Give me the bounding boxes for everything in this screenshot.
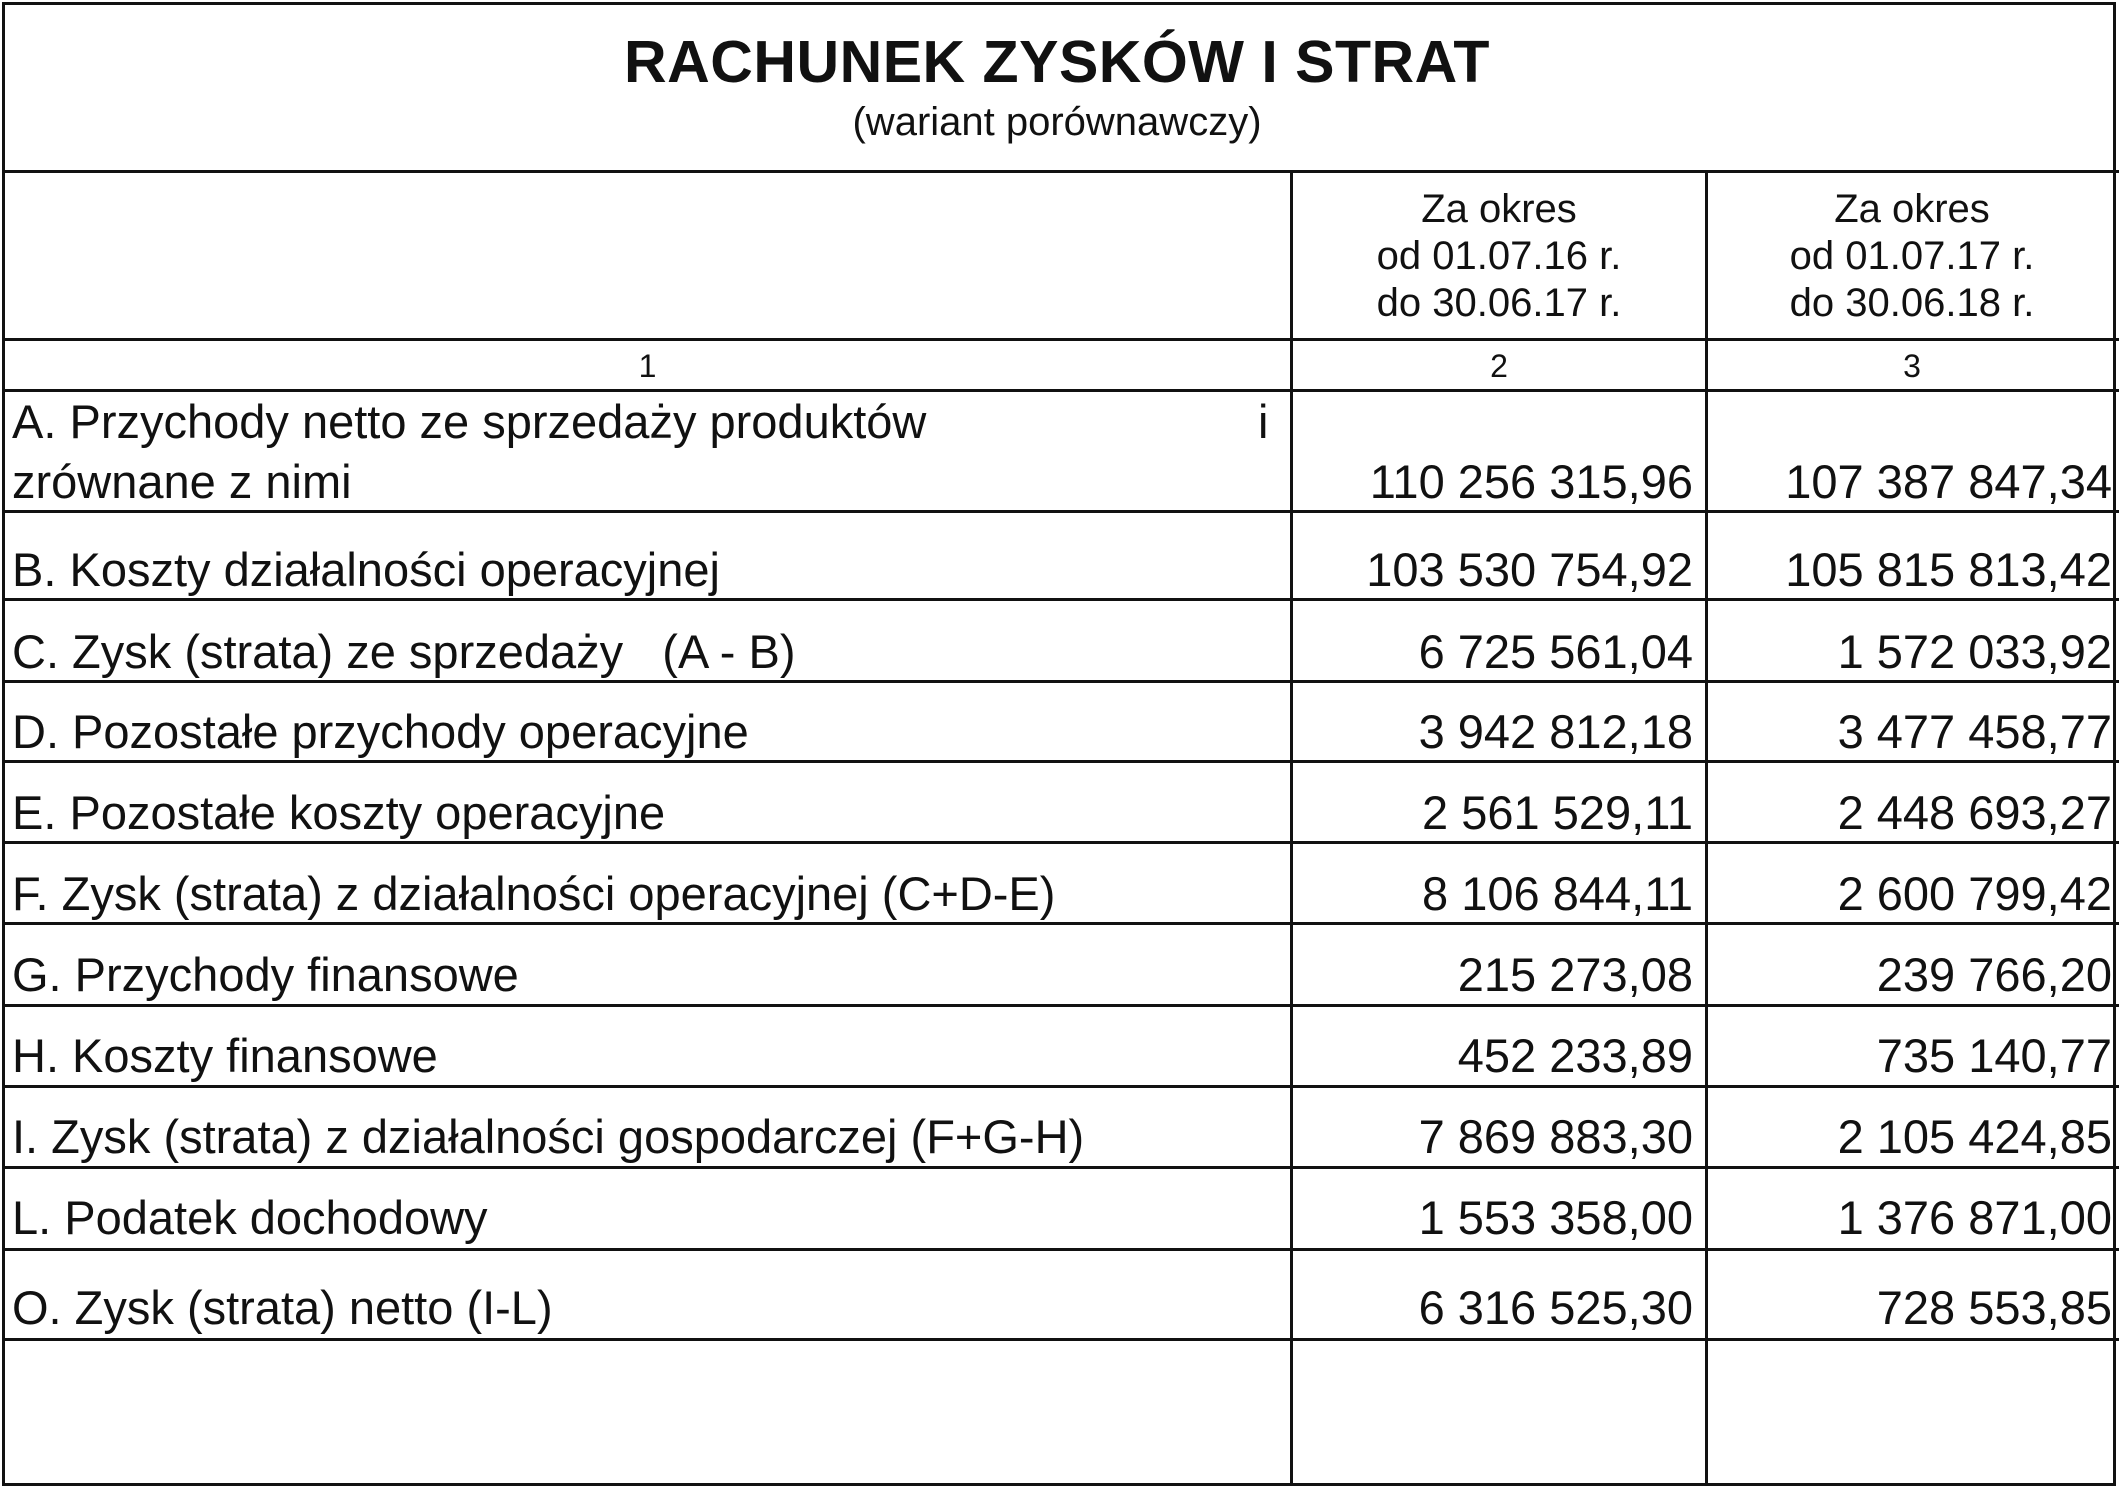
row-h-label: H. Koszty finansowe bbox=[12, 1029, 438, 1082]
statement-header bbox=[0, 0, 2114, 145]
row-i-value-2: 2 105 424,85 bbox=[1837, 1110, 2112, 1163]
row-a-label-suffix: i bbox=[1258, 395, 1269, 448]
row-g-label: G. Przychody finansowe bbox=[12, 948, 519, 1001]
page-title: RACHUNEK ZYSKÓW I STRAT bbox=[624, 29, 1490, 95]
row-a-value-2: 107 387 847,34 bbox=[1785, 455, 2112, 508]
row-f-value-1: 8 106 844,11 bbox=[1422, 867, 1693, 920]
row-a-label-line1: A. Przychody netto ze sprzedaży produktów bbox=[12, 395, 927, 448]
divider bbox=[2, 1338, 2119, 1341]
row-o-label: O. Zysk (strata) netto (I-L) bbox=[12, 1281, 553, 1334]
row-o-value-1: 6 316 525,30 bbox=[1418, 1281, 1693, 1334]
row-e-label: E. Pozostałe koszty operacyjne bbox=[12, 786, 666, 839]
row-d-value-1: 3 942 812,18 bbox=[1418, 705, 1693, 758]
row-d-label: D. Pozostałe przychody operacyjne bbox=[12, 705, 749, 758]
row-l-value-1: 1 553 358,00 bbox=[1418, 1191, 1693, 1244]
row-b-value-1: 103 530 754,92 bbox=[1366, 543, 1693, 596]
row-f-label: F. Zysk (strata) z działalności operacyjnej (C+D-E) bbox=[12, 867, 1056, 920]
period-header-2: Za okres od 01.07.17 r. do 30.06.18 r. bbox=[1789, 187, 2035, 325]
page-subtitle: (wariant porównawczy) bbox=[852, 100, 1262, 144]
column-number-2: 2 bbox=[1490, 348, 1508, 384]
row-c-value-1: 6 725 561,04 bbox=[1418, 625, 1693, 678]
period-header-1: Za okres od 01.07.16 r. do 30.06.17 r. bbox=[1376, 187, 1622, 325]
row-e-value-2: 2 448 693,27 bbox=[1837, 786, 2112, 839]
row-d-value-2: 3 477 458,77 bbox=[1837, 705, 2112, 758]
row-l-value-2: 1 376 871,00 bbox=[1837, 1191, 2112, 1244]
row-f-value-2: 2 600 799,42 bbox=[1837, 867, 2112, 920]
row-i-value-1: 7 869 883,30 bbox=[1418, 1110, 1693, 1163]
row-b-value-2: 105 815 813,42 bbox=[1785, 543, 2112, 596]
row-l-label: L. Podatek dochodowy bbox=[12, 1191, 488, 1244]
row-a-value-1: 110 256 315,96 bbox=[1369, 455, 1693, 508]
row-g-value-2: 239 766,20 bbox=[1876, 948, 2112, 1001]
divider bbox=[2, 338, 2119, 341]
column-number-3: 3 bbox=[1903, 348, 1921, 384]
row-h-value-1: 452 233,89 bbox=[1457, 1029, 1693, 1082]
divider bbox=[2, 170, 2119, 173]
row-e-value-1: 2 561 529,11 bbox=[1422, 786, 1693, 839]
row-b-label: B. Koszty działalności operacyjnej bbox=[12, 543, 720, 596]
row-c-value-2: 1 572 033,92 bbox=[1837, 625, 2112, 678]
row-a-label-line2: zrównane z nimi bbox=[12, 455, 352, 508]
divider bbox=[2, 1248, 2119, 1251]
column-number-1: 1 bbox=[638, 348, 657, 384]
row-g-value-1: 215 273,08 bbox=[1457, 948, 1693, 1001]
row-c-label: C. Zysk (strata) ze sprzedaży (A - B) bbox=[12, 625, 796, 678]
row-i-label: I. Zysk (strata) z działalności gospodarczej (F+G-H) bbox=[12, 1110, 1085, 1163]
row-h-value-2: 735 140,77 bbox=[1876, 1029, 2112, 1082]
row-o-value-2: 728 553,85 bbox=[1876, 1281, 2112, 1334]
